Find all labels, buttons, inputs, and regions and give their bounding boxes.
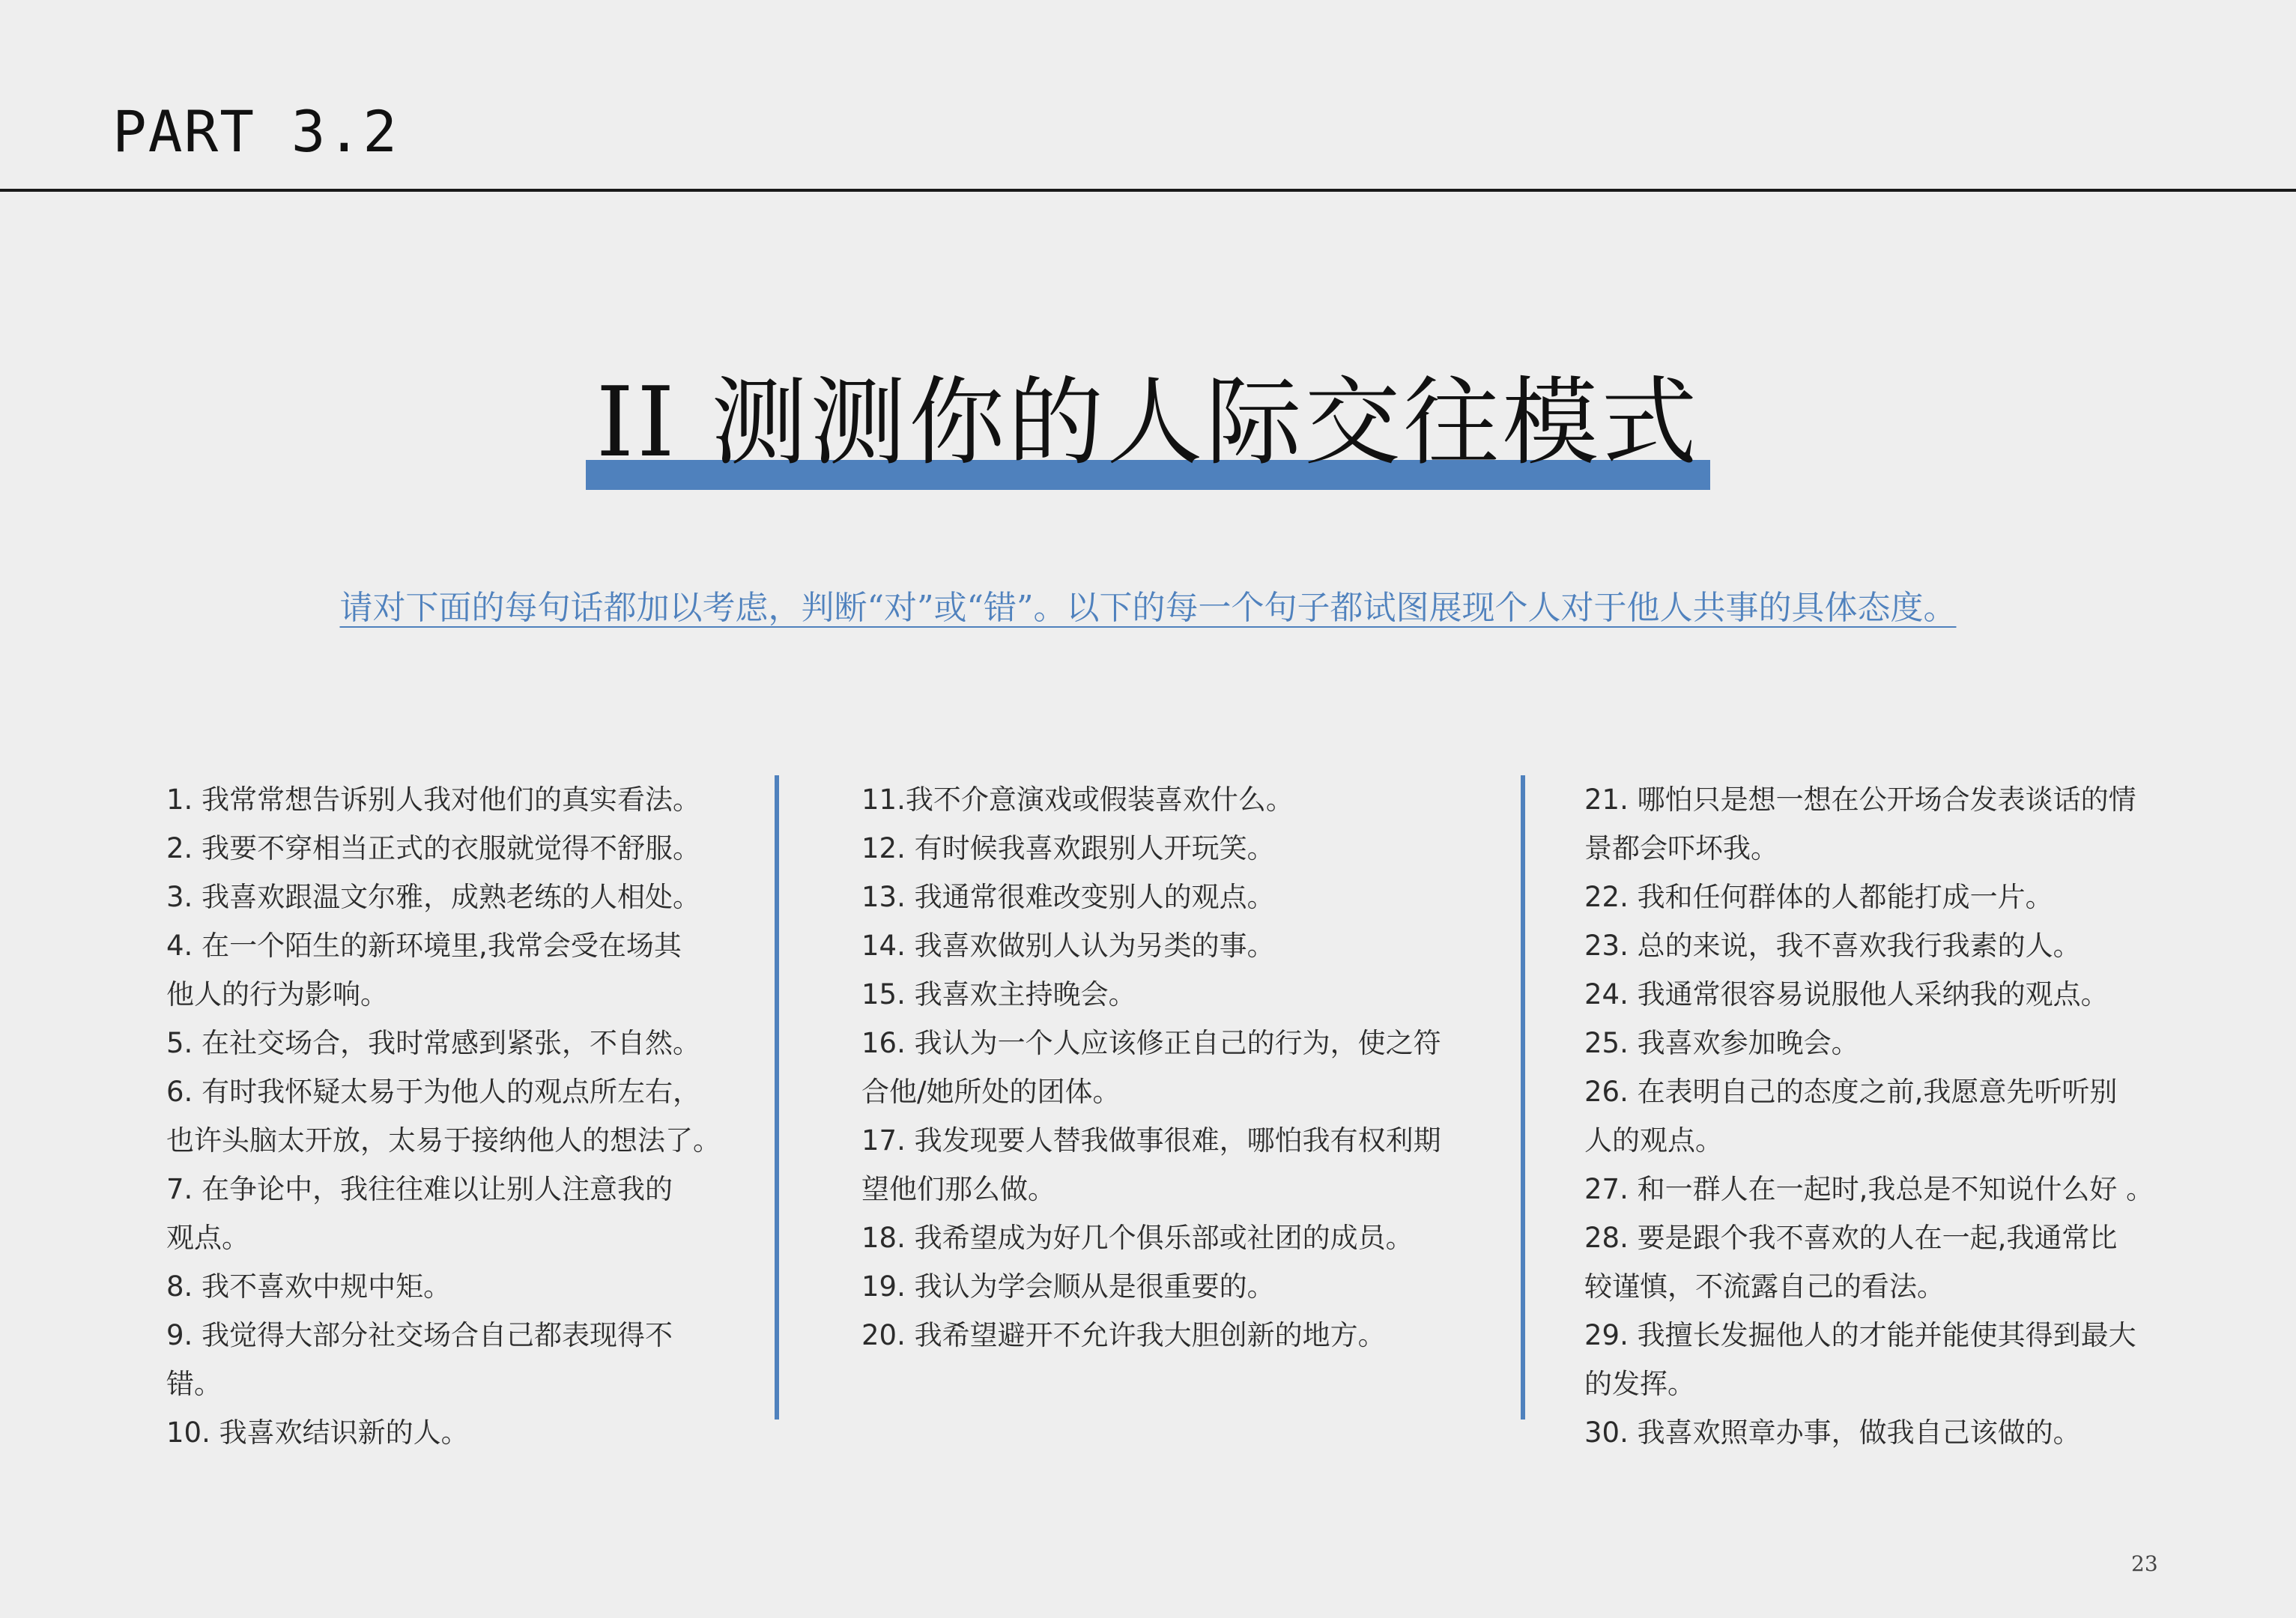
list-item: 4. 在一个陌生的新环境里,我常会受在场其 bbox=[166, 930, 682, 962]
list-item: 21. 哪怕只是想一想在公开场合发表谈话的情 bbox=[1584, 784, 2136, 816]
list-item: 观点。 bbox=[166, 1222, 249, 1254]
list-item: 的发挥。 bbox=[1584, 1368, 1695, 1400]
list-item: 景都会吓坏我。 bbox=[1584, 832, 1778, 864]
part-label: PART 3.2 bbox=[112, 98, 399, 165]
list-item: 20. 我希望避开不允许我大胆创新的地方。 bbox=[861, 1319, 1386, 1351]
page-number: 23 bbox=[2131, 1551, 2158, 1576]
list-item: 10. 我喜欢结识新的人。 bbox=[166, 1416, 469, 1449]
list-item: 9. 我觉得大部分社交场合自己都表现得不 bbox=[166, 1319, 673, 1351]
list-item: 25. 我喜欢参加晚会。 bbox=[1584, 1027, 1859, 1059]
question-column-1 bbox=[166, 775, 736, 1457]
list-item: 26. 在表明自己的态度之前,我愿意先听听别 bbox=[1584, 1076, 2118, 1108]
question-column-2 bbox=[861, 775, 1461, 1360]
list-item: 13. 我通常很难改变别人的观点。 bbox=[861, 881, 1275, 913]
list-item: 合他/她所处的团体。 bbox=[861, 1076, 1121, 1108]
instruction-container bbox=[0, 586, 2296, 631]
instruction-text: 请对下面的每句话都加以考虑，判断“对”或“错”。以下的每一个句子都试图展现个人对于他人共事的具体态度。 bbox=[339, 589, 1957, 627]
list-item: 28. 要是跟个我不喜欢的人在一起,我通常比 bbox=[1584, 1222, 2118, 1254]
list-item: 17. 我发现要人替我做事很难，哪怕我有权利期 bbox=[861, 1124, 1441, 1157]
list-item: 3. 我喜欢跟温文尔雅，成熟老练的人相处。 bbox=[166, 881, 701, 913]
list-item: 较谨慎，不流露自己的看法。 bbox=[1584, 1270, 1945, 1303]
list-item: 也许头脑太开放，太易于接纳他人的想法了。 bbox=[166, 1124, 721, 1157]
list-item: 16. 我认为一个人应该修正自己的行为，使之符 bbox=[861, 1027, 1441, 1059]
list-item: 11.我不介意演戏或假装喜欢什么。 bbox=[861, 784, 1294, 816]
list-item: 2. 我要不穿相当正式的衣服就觉得不舒服。 bbox=[166, 832, 701, 864]
list-item: 15. 我喜欢主持晚会。 bbox=[861, 978, 1136, 1011]
list-item: 29. 我擅长发掘他人的才能并能使其得到最大 bbox=[1584, 1319, 2136, 1351]
list-item: 7. 在争论中，我往往难以让别人注意我的 bbox=[166, 1173, 673, 1205]
list-item: 18. 我希望成为好几个俱乐部或社团的成员。 bbox=[861, 1222, 1414, 1254]
list-item: 望他们那么做。 bbox=[861, 1173, 1055, 1205]
question-column-3 bbox=[1584, 775, 2176, 1457]
page-title bbox=[586, 367, 1711, 479]
list-item: 8. 我不喜欢中规中矩。 bbox=[166, 1270, 452, 1303]
list-item: 27. 和一群人在一起时,我总是不知说什么好 。 bbox=[1584, 1173, 2154, 1205]
list-item: 23. 总的来说，我不喜欢我行我素的人。 bbox=[1584, 930, 2081, 962]
header-rule bbox=[0, 189, 2296, 192]
list-item: 1. 我常常想告诉别人我对他们的真实看法。 bbox=[166, 784, 701, 816]
list-item: 错。 bbox=[166, 1368, 222, 1400]
column-divider-1 bbox=[775, 775, 779, 1419]
page-title-text: II 测测你的人际交往模式 bbox=[596, 367, 1700, 479]
list-item: 12. 有时候我喜欢跟别人开玩笑。 bbox=[861, 832, 1275, 864]
list-item: 6. 有时我怀疑太易于为他人的观点所左右， bbox=[166, 1076, 701, 1108]
list-item: 人的观点。 bbox=[1584, 1124, 1723, 1157]
list-item: 5. 在社交场合，我时常感到紧张，不自然。 bbox=[166, 1027, 701, 1059]
column-divider-2 bbox=[1521, 775, 1525, 1419]
list-item: 24. 我通常很容易说服他人采纳我的观点。 bbox=[1584, 978, 2109, 1011]
list-item: 他人的行为影响。 bbox=[166, 978, 388, 1011]
list-item: 22. 我和任何群体的人都能打成一片。 bbox=[1584, 881, 2053, 913]
title-container bbox=[0, 367, 2296, 479]
list-item: 19. 我认为学会顺从是很重要的。 bbox=[861, 1270, 1275, 1303]
list-item: 14. 我喜欢做别人认为另类的事。 bbox=[861, 930, 1275, 962]
list-item: 30. 我喜欢照章办事，做我自己该做的。 bbox=[1584, 1416, 2081, 1449]
